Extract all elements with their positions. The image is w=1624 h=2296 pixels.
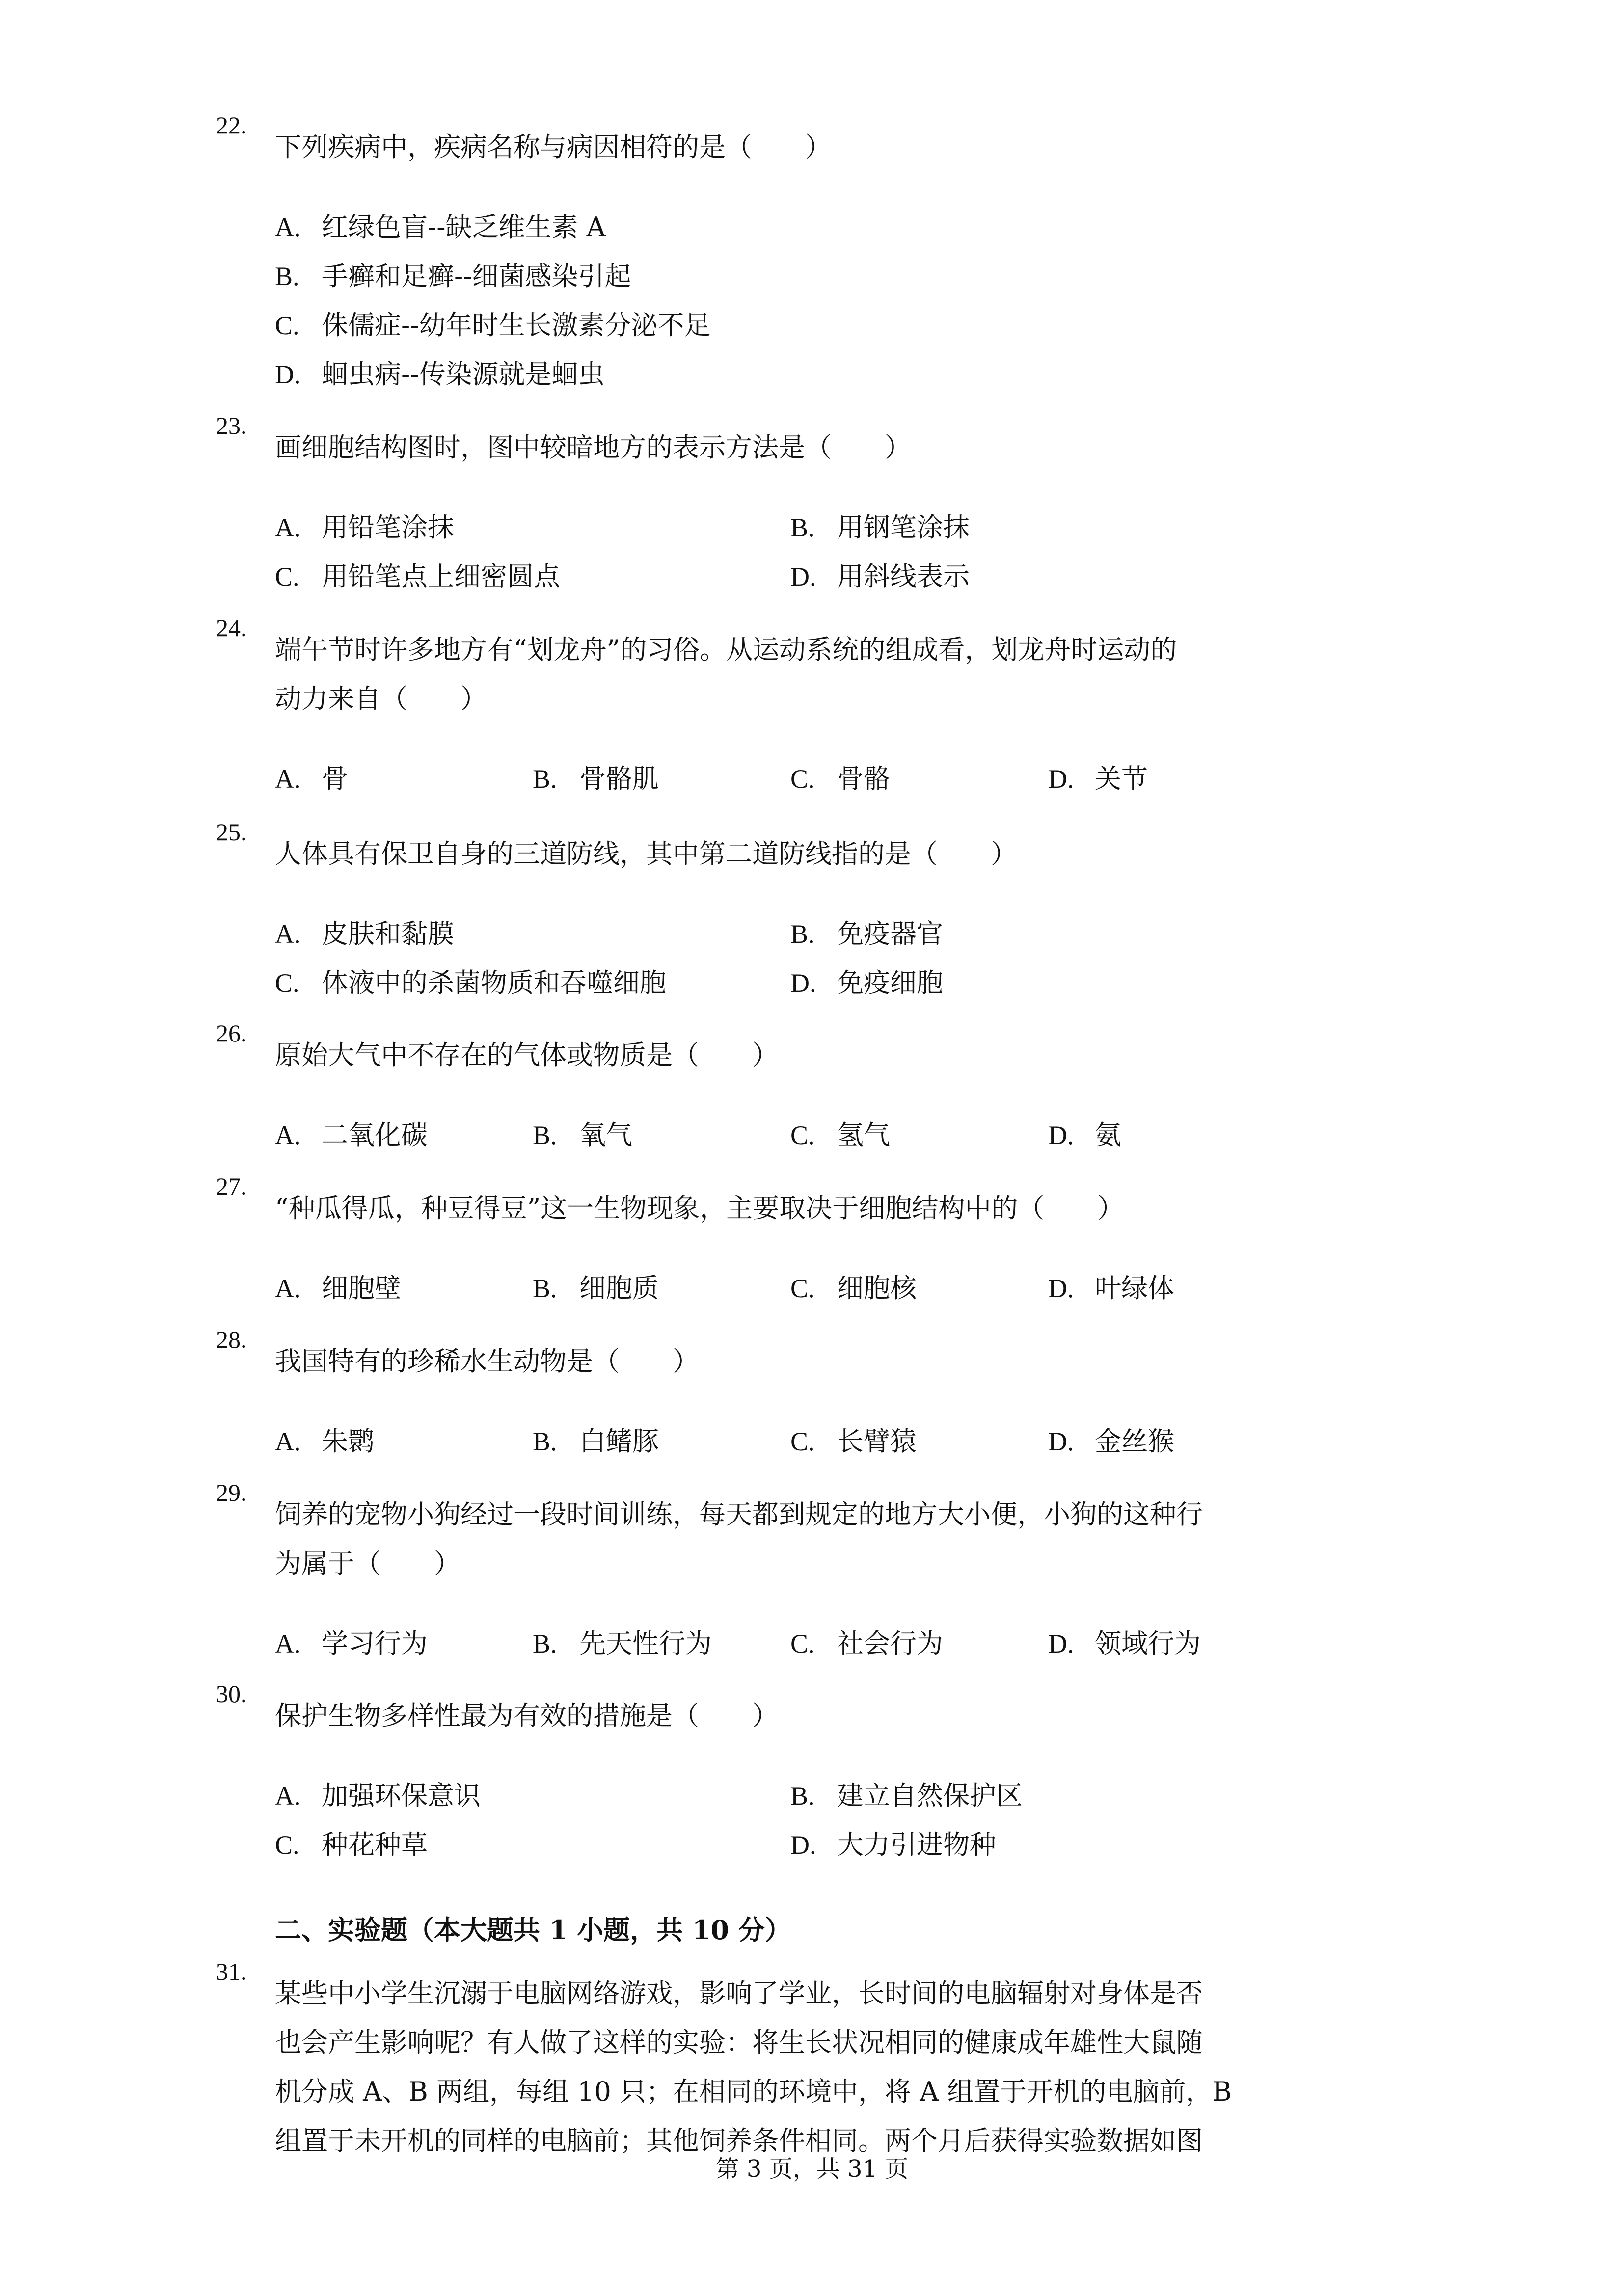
option-b[interactable]: B. 氧气	[533, 1120, 632, 1150]
question-number: 31.	[216, 1958, 247, 1985]
option-a[interactable]: A. 红绿色盲--缺乏维生素 A	[275, 212, 606, 242]
options	[275, 1080, 1375, 1150]
options	[275, 723, 1375, 794]
question-24	[216, 614, 1375, 794]
option-b[interactable]: B. 免疫器官	[790, 918, 943, 949]
option-d[interactable]: D. 关节	[1048, 763, 1148, 794]
question-stem-line-1: 饲养的宠物小狗经过一段时间训练，每天都到规定的地方大小便，小狗的这种行	[275, 1499, 1203, 1530]
option-d[interactable]: D. 金丝猴	[1048, 1426, 1174, 1457]
question-stem-line-2: 动力来自（ ）	[275, 683, 487, 714]
page-footer: 第 3 页，共 31 页	[715, 2155, 909, 2183]
question-27	[216, 1173, 1375, 1304]
question-text-line-2: 也会产生影响呢？有人做了这样的实验：将生长状况相同的健康成年雄性大鼠随	[275, 2027, 1203, 2058]
question-text-line-1: 某些中小学生沉溺于电脑网络游戏，影响了学业，长时间的电脑辐射对身体是否	[275, 1978, 1203, 2009]
question-text-line-4: 组置于未开机的同样的电脑前；其他饲养条件相同。两个月后获得实验数据如图	[275, 2125, 1203, 2156]
options	[275, 1588, 1375, 1659]
question-22	[216, 111, 1375, 390]
question-stem: 画细胞结构图时，图中较暗地方的表示方法是（ ）	[275, 432, 911, 463]
option-d[interactable]: D. 大力引进物种	[790, 1829, 996, 1860]
option-b[interactable]: B. 先天性行为	[533, 1628, 712, 1659]
option-d[interactable]: D. 氨	[1048, 1120, 1121, 1150]
option-c[interactable]: C. 用铅笔点上细密圆点	[275, 561, 560, 592]
question-stem: “种瓜得瓜，种豆得豆”这一生物现象，主要取决于细胞结构中的（ ）	[275, 1193, 1124, 1224]
question-number: 30.	[216, 1680, 247, 1708]
options	[275, 879, 1375, 998]
question-number: 24.	[216, 614, 247, 641]
question-stem: 保护生物多样性最为有效的措施是（ ）	[275, 1700, 779, 1731]
question-stem: 人体具有保卫自身的三道防线，其中第二道防线指的是（ ）	[275, 838, 1017, 869]
option-a[interactable]: A. 二氧化碳	[275, 1120, 428, 1150]
option-b[interactable]: B. 白鳍豚	[533, 1426, 659, 1457]
question-stem: 我国特有的珍稀水生动物是（ ）	[275, 1346, 699, 1377]
option-b[interactable]: B. 手癣和足癣--细菌感染引起	[275, 261, 631, 292]
question-29	[216, 1479, 1375, 1659]
option-d[interactable]: D. 免疫细胞	[790, 967, 943, 998]
question-number: 29.	[216, 1479, 247, 1506]
option-d[interactable]: D. 叶绿体	[1048, 1273, 1174, 1304]
question-31	[216, 1958, 1375, 2165]
question-25	[216, 818, 1375, 998]
option-c[interactable]: C. 侏儒症--幼年时生长激素分泌不足	[275, 310, 711, 341]
option-a[interactable]: A. 加强环保意识	[275, 1780, 481, 1811]
option-b[interactable]: B. 建立自然保护区	[790, 1780, 1023, 1811]
option-a[interactable]: A. 细胞壁	[275, 1273, 401, 1304]
option-b[interactable]: B. 细胞质	[533, 1273, 659, 1304]
option-c[interactable]: C. 骨骼	[790, 763, 890, 794]
option-a[interactable]: A. 用铅笔涂抹	[275, 512, 454, 543]
question-23	[216, 412, 1375, 592]
question-text-line-3: 机分成 A、B 两组，每组 10 只；在相同的环境中，将 A 组置于开机的电脑前，B	[275, 2076, 1232, 2107]
option-d[interactable]: D. 领域行为	[1048, 1628, 1201, 1659]
option-a[interactable]: A. 朱鹮	[275, 1426, 375, 1457]
options	[275, 1386, 1375, 1457]
question-stem: 原始大气中不存在的气体或物质是（ ）	[275, 1040, 779, 1070]
option-b[interactable]: B. 用钢笔涂抹	[790, 512, 970, 543]
question-number: 27.	[216, 1173, 247, 1200]
question-26	[216, 1019, 1375, 1150]
option-c[interactable]: C. 种花种草	[275, 1829, 428, 1860]
question-stem: 下列疾病中，疾病名称与病因相符的是（ ）	[275, 132, 832, 162]
question-number: 23.	[216, 412, 247, 439]
option-d[interactable]: D. 用斜线表示	[790, 561, 970, 592]
options	[275, 1740, 1375, 1860]
option-c[interactable]: C. 氢气	[790, 1120, 890, 1150]
question-number: 25.	[216, 818, 247, 846]
option-b[interactable]: B. 骨骼肌	[533, 763, 659, 794]
question-number: 26.	[216, 1019, 247, 1047]
option-a[interactable]: A. 皮肤和黏膜	[275, 918, 454, 949]
option-d[interactable]: D. 蛔虫病--传染源就是蛔虫	[275, 359, 605, 390]
option-a[interactable]: A. 学习行为	[275, 1628, 428, 1659]
options	[275, 1233, 1375, 1304]
option-c[interactable]: C. 体液中的杀菌物质和吞噬细胞	[275, 967, 666, 998]
question-stem-line-1: 端午节时许多地方有“划龙舟”的习俗。从运动系统的组成看，划龙舟时运动的	[275, 634, 1177, 665]
option-c[interactable]: C. 细胞核	[790, 1273, 917, 1304]
question-28	[216, 1326, 1375, 1457]
option-c[interactable]: C. 长臂猿	[790, 1426, 917, 1457]
question-number: 28.	[216, 1326, 247, 1353]
question-number: 22.	[216, 111, 247, 139]
option-c[interactable]: C. 社会行为	[790, 1628, 943, 1659]
question-stem-line-2: 为属于（ ）	[275, 1548, 460, 1579]
options	[275, 172, 1375, 390]
question-30	[216, 1680, 1375, 1860]
option-a[interactable]: A. 骨	[275, 763, 348, 794]
section-heading: 二、实验题（本大题共 1 小题，共 10 分）	[275, 1914, 791, 1946]
options	[275, 472, 1375, 592]
